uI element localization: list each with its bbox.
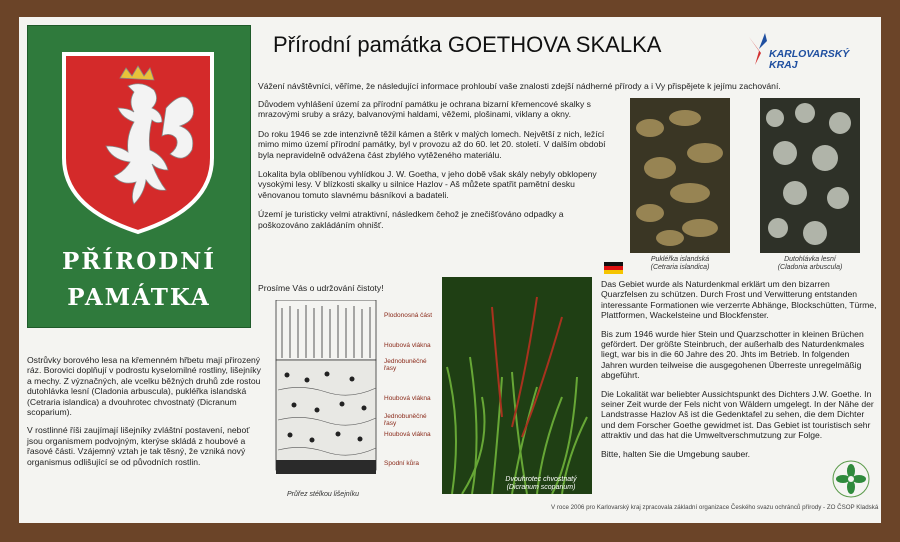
diagram-label: Jednobuněčné řasy [384, 413, 427, 427]
lichen-cross-section-diagram [272, 300, 438, 490]
photo-caption [617, 256, 743, 272]
panel-title-line2: PAMÁTKA [67, 284, 211, 311]
board-title: Přírodní památka GOETHOVA SKALKA [273, 32, 662, 57]
german-flag-icon [604, 262, 623, 274]
czech-paragraph: Území je turisticky velmi atraktivní, následkem čehož je znečišťováno odpadky a poškozováno zakládáním ohnišť. [258, 209, 564, 230]
region-logo-icon [747, 33, 769, 67]
caption-name: Dutohlávka lesní [784, 256, 836, 263]
caption-latin: (Dicranum scoparium) [506, 484, 576, 491]
czech-paragraph: Lokalita byla oblíbenou vyhlídkou J. W. Goetha, v jeho době však skály nebyly obklopeny vysokými lesy. V blízkosti skalky u silnice Hazlov - Aš můžete spatřit pamětní desku věnovanou tomuto slavnému básníkovi a badateli. [258, 169, 597, 200]
left-paragraph: V rostlinné říši zaujímají lišejníky zvláštní postavení, neboť jsou organismem podvojným, kterýse skládá z houbové a řasové části. Vzájemný vztah je tak těsný, že vzniká nový organismus odlišující se od původních rostlin. [27, 425, 250, 467]
info-board [19, 17, 881, 523]
german-paragraph: Bitte, halten Sie die Umgebung sauber. [601, 448, 751, 459]
diagram-caption: Průřez stélkou lišejníku [287, 491, 359, 498]
brand-line2: KRAJ [769, 59, 798, 71]
photo-dicranum-scoparium [442, 277, 592, 494]
caption-name: Pukléřka islandská [650, 256, 710, 263]
karlovarsky-kraj-logo [747, 31, 877, 77]
diagram-label: Spodní kůra [384, 460, 420, 467]
bohemian-lion-coat-of-arms-icon [58, 48, 218, 236]
caption-latin: (Cladonia arbuscula) [777, 264, 843, 271]
brand-line1: KARLOVARSKÝ [769, 48, 850, 60]
photo-caption [747, 256, 873, 272]
czech-paragraph: Důvodem vyhlášení území za přírodní památku je ochrana bizarní křemencové skalky s mrazovými sruby a srázy, balvanovými haldami, věžemi, plošinami, viklany a okny. [258, 99, 591, 120]
left-paragraph: Ostrůvky borového lesa na křemenném hřbetu mají přirozený ráz. Borovici doplňují v podrostu kyselomilné rostliny, lišejníky a mechy. Z význačných, ale vcelku běžných druhů zde rostou dutohlávka lesní (Cladonia arbuscula), pukléřka islandská (Cetraria islandica) a dvouhrotec chvostnatý (Dicranum scoparium). [27, 355, 261, 418]
diagram-label: Houbová vlákna [384, 342, 431, 349]
diagram-label: Plodonosná část [384, 312, 433, 319]
diagram-label: Jednobuněčné řasy [384, 358, 427, 372]
left-text-block [27, 355, 265, 475]
german-text-block [601, 279, 877, 467]
lichen-structure-illustration [272, 300, 382, 490]
nature-monument-emblem [27, 25, 251, 328]
german-paragraph: Das Gebiet wurde als Naturdenkmal erklärt um den bizarren Quarzfelsen zu schützen. Durch Frost und Verwitterung entstanden interessante Formationen wie verzerrte Abhänge, Blockschütten, Türme, Plattformen, Wackelsteine und Blockfenster. [601, 279, 877, 321]
diagram-label: Houbová vlákna [384, 395, 431, 402]
intro-text: Vážení návštěvníci, věříme, že následující informace prohloubí vaše znalosti zdejší nádherné přírody a i Vy přispějete k jejímu zachování. [258, 81, 781, 91]
czech-paragraph: Do roku 1946 se zde intenzivně těžil kámen a štěrk v malých lomech. Největší z nich, ležící mimo mimo území přírodní památky, byl v provozu až do 60. let 20. století. V dalším období byla nepravidelně odvážena část zbylého vytěženého materiálu. [258, 128, 606, 160]
german-paragraph: Bis zum 1946 wurde hier Stein und Quarzschotter in kleinen Brüchen gefördert. Der größte Steinbruch, der außerhalb des Naturdenkmales liegt, war bis in die 60 Jahre des 20. Jhts im Betrieb. In folgenden Jahren wurden teilweise die ausgegohenen Überreste unregelmäßig abgeführt. [601, 328, 865, 381]
footer-credit: V roce 2006 pro Karlovarský kraj zpracovala základní organizace Českého svazu ochránců přírody - ZO ČSOP Kladská [551, 504, 879, 511]
diagram-label: Houbová vlákna [384, 431, 431, 438]
czech-text-block [258, 99, 606, 239]
german-paragraph: Die Lokalität war beliebter Aussichtspunkt des Dichters J.W. Goethe. In seiner Zeit wurde der Fels nicht von Wäldern umgelegt. In der Nähe der Landstrasse Hazlov Aš ist die Gedenktafel zu sehen, die dem Dichter und dem Forscher Goethe gewidmet ist. Das Gebiet ist touristisch sehr attraktiv und das hat die Umweltverschmutzung zur Folge. [601, 388, 874, 441]
cleanliness-request: Prosíme Vás o udržování čistoty! [258, 283, 384, 293]
photo-cladonia-arbuscula [760, 98, 860, 253]
panel-title-line1: PŘÍRODNÍ [61, 248, 217, 275]
caption-name: Dvouhrotec chvostnatý [505, 476, 577, 483]
csop-flower-logo-icon [831, 459, 871, 499]
caption-latin: (Cetraria islandica) [650, 264, 710, 271]
photo-caption [489, 476, 593, 492]
photo-cetraria-islandica [630, 98, 730, 253]
